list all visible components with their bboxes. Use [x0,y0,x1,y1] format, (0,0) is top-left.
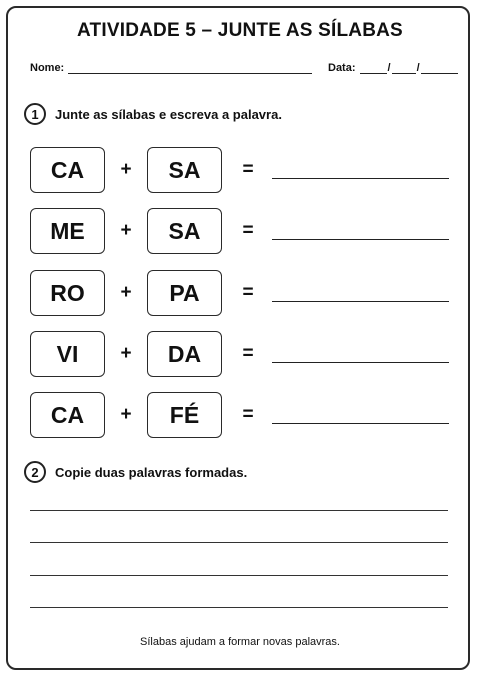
equals-sign: = [242,159,254,180]
syllable-box: CA [30,392,105,438]
footer-note: Sílabas ajudam a formar novas palavras. [140,636,340,648]
syllable-box: CA [30,147,105,193]
question-text: Junte as sílabas e escreva a palavra. [55,106,282,122]
worksheet-title: ATIVIDADE 5 – JUNTE AS SÍLABAS [77,20,403,41]
date-row [328,62,458,74]
plus-sign: + [120,282,132,303]
writing-line[interactable] [30,542,448,543]
exercise-row [30,331,450,377]
date-label: Data: [328,62,356,74]
syllable-box: PA [147,270,222,316]
plus-sign: + [120,343,132,364]
equals-sign: = [242,343,254,364]
syllable-box: RO [30,270,105,316]
exercise-row [30,208,450,254]
name-label: Nome: [30,62,65,74]
answer-line[interactable] [272,178,449,179]
exercise-row [30,392,450,438]
question-1 [24,103,282,125]
plus-sign: + [120,159,132,180]
exercise-row [30,270,450,316]
name-field[interactable] [68,63,312,74]
exercise-row [30,147,450,193]
question-2 [24,461,247,483]
answer-line[interactable] [272,423,449,424]
question-number-badge: 1 [24,103,46,125]
equals-sign: = [242,282,254,303]
plus-sign: + [120,404,132,425]
syllable-box: SA [147,147,222,193]
syllable-box: ME [30,208,105,254]
question-number-badge: 2 [24,461,46,483]
question-text: Copie duas palavras formadas. [55,464,248,480]
writing-line[interactable] [30,510,448,511]
syllable-box: SA [147,208,222,254]
syllable-box: FÉ [147,392,222,438]
date-day-field[interactable] [360,63,387,74]
writing-line[interactable] [30,575,448,576]
date-separator: / [387,62,391,74]
answer-line[interactable] [272,239,449,240]
writing-line[interactable] [30,607,448,608]
name-row [30,62,312,74]
syllable-box: DA [147,331,222,377]
equals-sign: = [242,404,254,425]
date-year-field[interactable] [421,63,458,74]
answer-line[interactable] [272,301,449,302]
date-month-field[interactable] [392,63,416,74]
date-separator: / [416,62,420,74]
equals-sign: = [242,220,254,241]
answer-line[interactable] [272,362,449,363]
syllable-box: VI [30,331,105,377]
plus-sign: + [120,220,132,241]
